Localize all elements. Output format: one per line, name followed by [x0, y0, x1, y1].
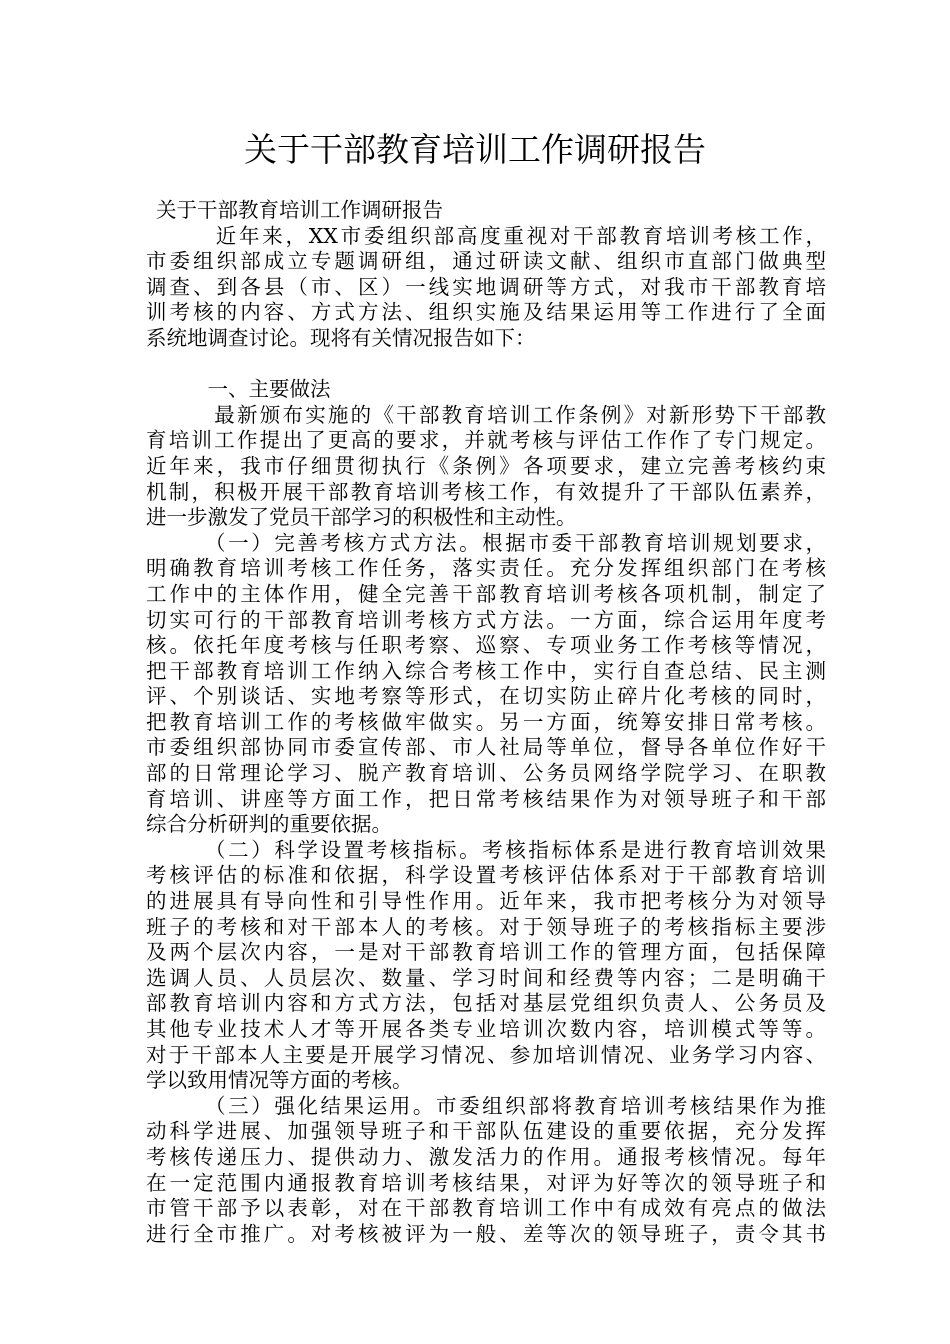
- body-line: 调查、到各县（市、区）一线实地调研等方式，对我市干部教育培: [146, 274, 826, 299]
- body-line: 最新颁布实施的《干部教育培训工作条例》对新形势下干部教: [146, 402, 826, 427]
- body-line: 班子的考核和对干部本人的考核。对于领导班子的考核指标主要涉: [146, 914, 826, 939]
- body-line: 考核评估的标准和依据，科学设置考核评估体系对于干部教育培训: [146, 863, 826, 888]
- blank-line: [146, 352, 826, 378]
- body-line: 在一定范围内通报教育培训考核结果，对评为好等次的领导班子和: [146, 1170, 826, 1195]
- body-line: 选调人员、人员层次、数量、学习时间和经费等内容；二是明确干: [146, 965, 826, 990]
- body-line: 育培训工作提出了更高的要求，并就考核与评估工作作了专门规定。: [146, 428, 826, 453]
- body-line: 其他专业技术人才等开展各类专业培训次数内容，培训模式等等。: [146, 1017, 826, 1041]
- body-line: 对于干部本人主要是开展学习情况、参加培训情况、业务学习内容、: [146, 1042, 826, 1067]
- body-line: 动科学进展、加强领导班子和干部队伍建设的重要依据，充分发挥: [146, 1119, 826, 1144]
- body-line: 考核传递压力、提供动力、激发活力的作用。通报考核情况。每年: [146, 1144, 826, 1169]
- body-line: 综合分析研判的重要依据。: [146, 812, 392, 837]
- document-title: 关于干部教育培训工作调研报告: [244, 130, 706, 169]
- body-line: 市委组织部协同市委宣传部、市人社局等单位，督导各单位作好干: [146, 735, 826, 760]
- body-line: 明确教育培训考核工作任务，落实责任。充分发挥组织部门在考核: [146, 556, 826, 581]
- body-line: 部教育培训内容和方式方法，包括对基层党组织负责人、公务员及: [146, 991, 826, 1016]
- body-line: （一）完善考核方式方法。根据市委干部教育培训规划要求，: [146, 530, 826, 555]
- body-line: 部的日常理论学习、脱产教育培训、公务员网络学院学习、在职教: [146, 761, 826, 786]
- body-line: 把教育培训工作的考核做牢做实。另一方面，统筹安排日常考核。: [146, 709, 826, 734]
- body-line: 进行全市推广。对考核被评为一般、差等次的领导班子，责令其书: [146, 1221, 826, 1246]
- body-line: 训考核的内容、方式方法、组织实施及结果运用等工作进行了全面: [146, 300, 826, 325]
- body-line: 工作中的主体作用，健全完善干部教育培训考核各项机制，制定了: [146, 581, 826, 606]
- body-line: 评、个别谈话、实地考察等形式，在切实防止碎片化考核的同时，: [146, 684, 826, 709]
- body-line: 把干部教育培训工作纳入综合考核工作中，实行自查总结、民主测: [146, 658, 826, 683]
- body-line: 进一步激发了党员干部学习的积极性和主动性。: [146, 505, 577, 530]
- body-line: 近年来，我市仔细贯彻执行《条例》各项要求，建立完善考核约束: [146, 453, 826, 478]
- body-line: 切实可行的干部教育培训考核方式方法。一方面，综合运用年度考: [146, 607, 826, 632]
- body-line: 市管干部予以表彰，对在干部教育培训工作中有成效有亮点的做法: [146, 1196, 826, 1221]
- body-line: （二）科学设置考核指标。考核指标体系是进行教育培训效果: [146, 837, 826, 862]
- body-line: 及两个层次内容，一是对干部教育培训工作的管理方面，包括保障: [146, 940, 826, 965]
- body-line: 育培训、讲座等方面工作，把日常考核结果作为对领导班子和干部: [146, 786, 826, 811]
- body-line: 系统地调查讨论。现将有关情况报告如下：: [146, 325, 536, 350]
- body-line: （三）强化结果运用。市委组织部将教育培训考核结果作为推: [146, 1093, 826, 1118]
- body-line: 核。依托年度考核与任职考察、巡察、专项业务工作考核等情况，: [146, 633, 826, 658]
- body-line: 学以致用情况等方面的考核。: [146, 1068, 413, 1093]
- subtitle-line: 关于干部教育培训工作调研报告: [156, 198, 443, 222]
- document-body: [146, 198, 826, 1247]
- body-line: 机制，积极开展干部教育培训考核工作，有效提升了干部队伍素养，: [146, 479, 826, 504]
- body-line: 的进展具有导向性和引导性作用。近年来，我市把考核分为对领导: [146, 889, 826, 914]
- body-line: 市委组织部成立专题调研组，通过研读文献、组织市直部门做典型: [146, 249, 826, 274]
- section-heading: 一、主要做法: [146, 377, 331, 402]
- body-line: 近年来，XX市委组织部高度重视对干部教育培训考核工作，: [146, 223, 826, 248]
